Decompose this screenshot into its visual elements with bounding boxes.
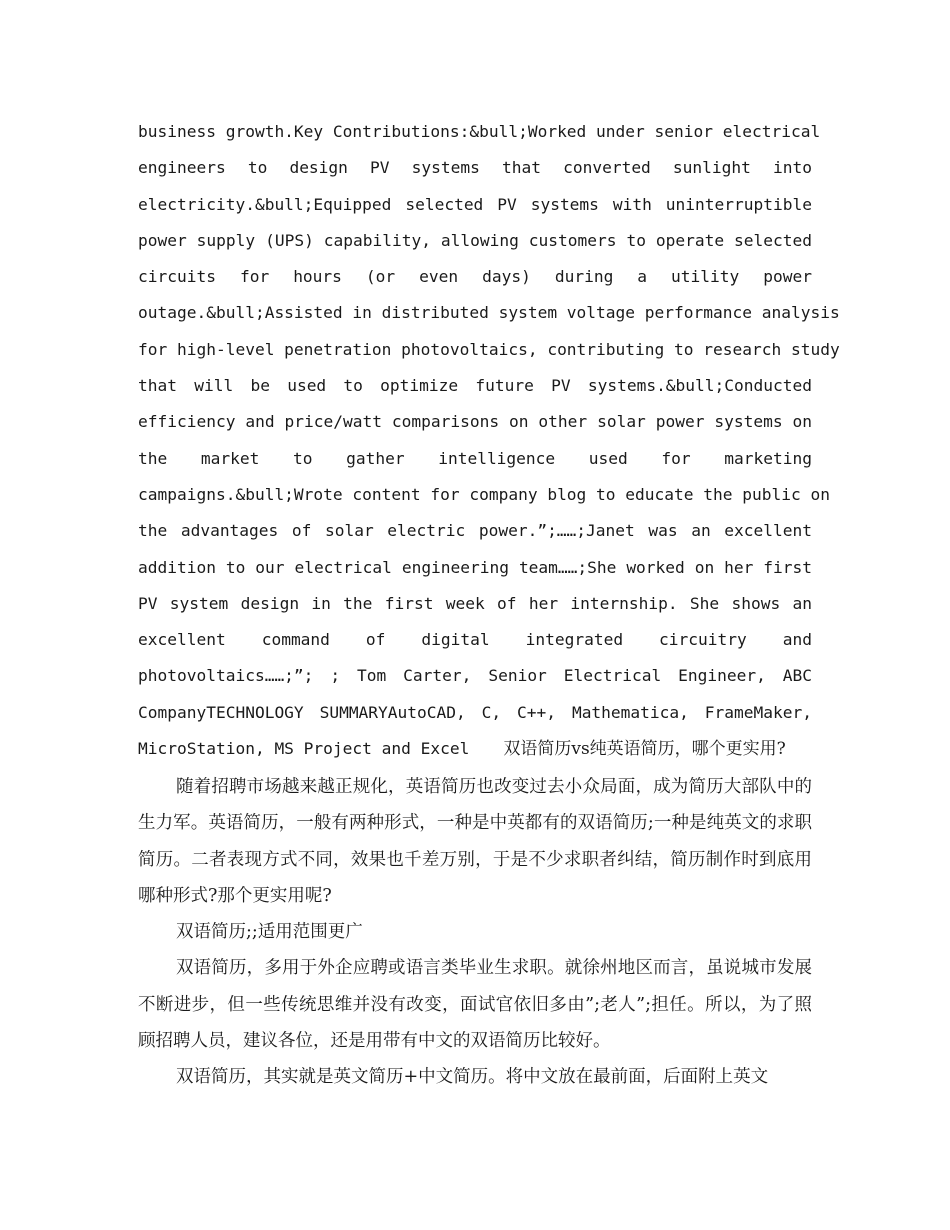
paragraph: 随着招聘市场越来越正规化，英语简历也改变过去小众局面，成为简历大部队中的生力军。英语简历，一般有两种形式，一种是中英都有的双语简历;一种是纯英文的求职简历。二者表现方式不同，效果也千差万别，于是不少求职者纠结，简历制作时到底用哪种形式?那个更实用呢?	[138, 777, 812, 906]
text-line: electricity.&bull;Equipped selected PV systems with uninterruptible	[138, 194, 812, 214]
text-line: campaigns.&bull;Wrote content for company blog to educate the public on	[138, 484, 830, 504]
text-line: the market to gather intelligence used for marketing	[138, 448, 812, 468]
text-line: the advantages of solar electric power.”;……;Janet was an excellent	[138, 521, 812, 541]
text-line: addition to our electrical engineering team……;She worked on her first	[138, 557, 812, 577]
text-line: for high-level penetration photovoltaics, contributing to research study	[138, 339, 840, 359]
text-line: PV system design in the first week of her internship. She shows an	[138, 593, 812, 613]
text-line: power supply (UPS) capability, allowing customers to operate selected	[138, 230, 812, 250]
subheading: 双语简历;;适用范围更广	[176, 922, 363, 943]
text-line: CompanyTECHNOLOGY SUMMARYAutoCAD, C, C++, Mathematica, FrameMaker,	[138, 702, 812, 722]
section-heading: 双语简历vs纯英语简历，哪个更实用?	[503, 739, 786, 760]
paragraph: 双语简历，其实就是英文简历+中文简历。将中文放在最前面，后面附上英文	[176, 1067, 769, 1088]
text-line: engineers to design PV systems that converted sunlight into	[138, 158, 812, 178]
text-line: that will be used to optimize future PV systems.&bull;Conducted	[138, 376, 812, 396]
text-line-last	[138, 731, 812, 767]
chinese-article	[138, 769, 812, 1096]
text-line: efficiency and price/watt comparisons on other solar power systems on	[138, 412, 812, 432]
text-line: photovoltaics……;”; ; Tom Carter, Senior Electrical Engineer, ABC	[138, 666, 812, 686]
text-line: circuits for hours (or even days) during a utility power	[138, 267, 812, 287]
english-resume-text	[138, 114, 840, 767]
text-line-end: MicroStation, MS Project and Excel	[138, 739, 470, 759]
text-line: excellent command of digital integrated circuitry and	[138, 630, 812, 650]
text-line: outage.&bull;Assisted in distributed system voltage performance analysis	[138, 303, 840, 323]
paragraph: 双语简历，多用于外企应聘或语言类毕业生求职。就徐州地区而言，虽说城市发展不断进步，但一些传统思维并没有改变，面试官依旧多由”;老人”;担任。所以，为了照顾招聘人员，建议各位，还是用带有中文的双语简历比较好。	[138, 958, 812, 1052]
text-line: business growth.Key Contributions:&bull;Worked under senior electrical	[138, 122, 821, 141]
